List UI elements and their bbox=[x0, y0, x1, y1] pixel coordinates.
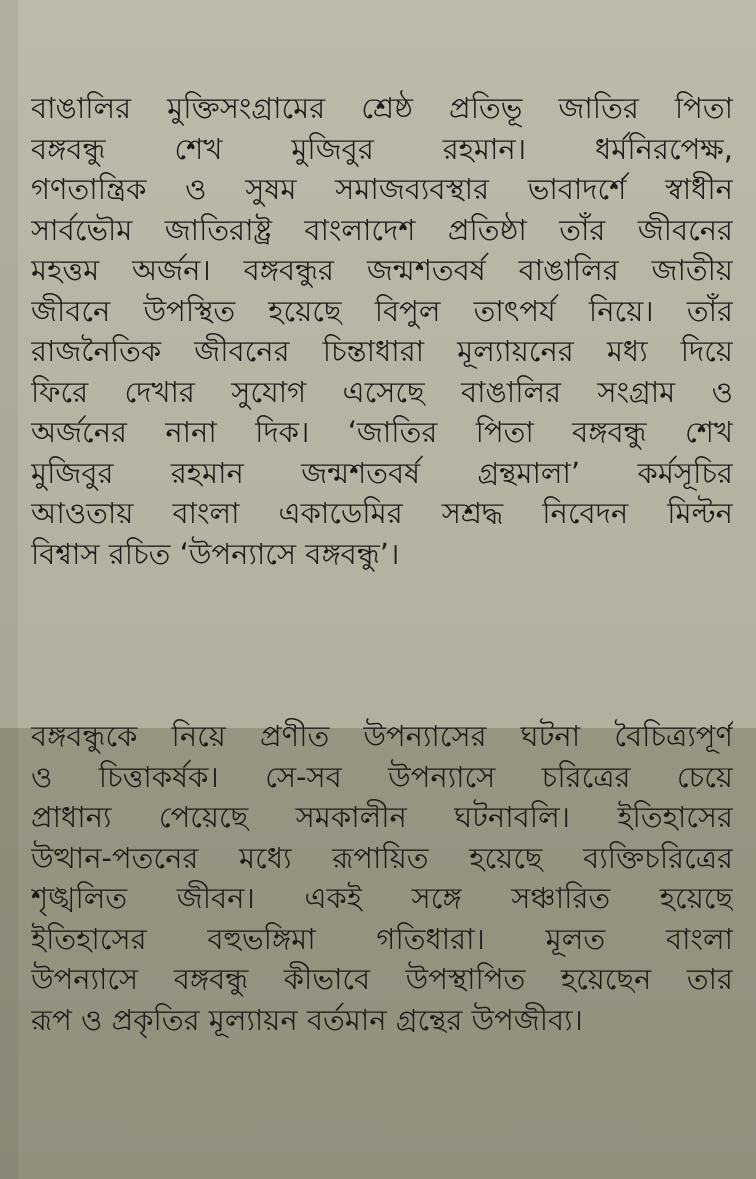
text-line: ও চিত্তাকর্ষক। সে-সব উপন্যাসে চরিত্রের চেয়ে bbox=[31, 759, 733, 794]
text-line: বিশ্বাস রচিত ‘উপন্যাসে বঙ্গবন্ধু’। bbox=[31, 536, 400, 571]
text-line: গণতান্ত্রিক ও সুষম সমাজব্যবস্থার ভাবাদর্শে স্বাধীন bbox=[31, 172, 733, 206]
text-line: বঙ্গবন্ধু শেখ মুজিবুর রহমান। ধর্মনিরপেক্ষ, bbox=[31, 131, 733, 166]
text-line: সার্বভৌম জাতিরাষ্ট্র বাংলাদেশ প্রতিষ্ঠা তাঁর জীবনের bbox=[31, 212, 733, 247]
text-line: অর্জনের নানা দিক। ‘জাতির পিতা বঙ্গবন্ধু শেখ bbox=[31, 415, 733, 449]
text-line: শৃঙ্খলিত জীবন। একই সঙ্গে সঞ্চারিত হয়েছে bbox=[31, 881, 733, 915]
text-line: উপন্যাসে বঙ্গবন্ধু কীভাবে উপস্থাপিত হয়েছেন তার bbox=[31, 962, 733, 996]
text-line: ইতিহাসের বহুভঙ্গিমা গতিধারা। মূলত বাংলা bbox=[31, 921, 733, 956]
left-edge-shadow bbox=[0, 0, 18, 1179]
text-line: জীবনে উপস্থিত হয়েছে বিপুল তাৎপর্য নিয়ে। তাঁর bbox=[31, 293, 733, 328]
paragraph-intro bbox=[31, 88, 733, 574]
text-line: প্রাধান্য পেয়েছে সমকালীন ঘটনাবলি। ইতিহাসের bbox=[31, 800, 733, 834]
paragraph-summary bbox=[31, 716, 733, 1040]
text-line: রূপ ও প্রকৃতির মূল্যায়ন বর্তমান গ্রন্থের উপজীব্য। bbox=[31, 1002, 583, 1037]
text-line: বঙ্গবন্ধুকে নিয়ে প্রণীত উপন্যাসের ঘটনা বৈচিত্র্যপূর্ণ bbox=[31, 719, 733, 753]
text-line: রাজনৈতিক জীবনের চিন্তাধারা মূল্যায়নের মধ্য দিয়ে bbox=[31, 334, 733, 368]
text-line: মুজিবুর রহমান জন্মশতবর্ষ গ্রন্থমালা’ কর্মসূচির bbox=[31, 455, 733, 490]
text-line: মহত্তম অর্জন। বঙ্গবন্ধুর জন্মশতবর্ষ বাঙালির জাতীয় bbox=[31, 253, 733, 287]
text-line: ফিরে দেখার সুযোগ এসেছে বাঙালির সংগ্রাম ও bbox=[31, 374, 733, 409]
text-line: বাঙালির মুক্তিসংগ্রামের শ্রেষ্ঠ প্রতিভূ জাতির পিতা bbox=[31, 91, 733, 125]
text-line: আওতায় বাংলা একাডেমির সশ্রদ্ধ নিবেদন মিল্টন bbox=[31, 496, 733, 530]
text-line: উত্থান-পতনের মধ্যে রূপায়িত হয়েছে ব্যক্তিচরিত্রের bbox=[31, 840, 733, 875]
